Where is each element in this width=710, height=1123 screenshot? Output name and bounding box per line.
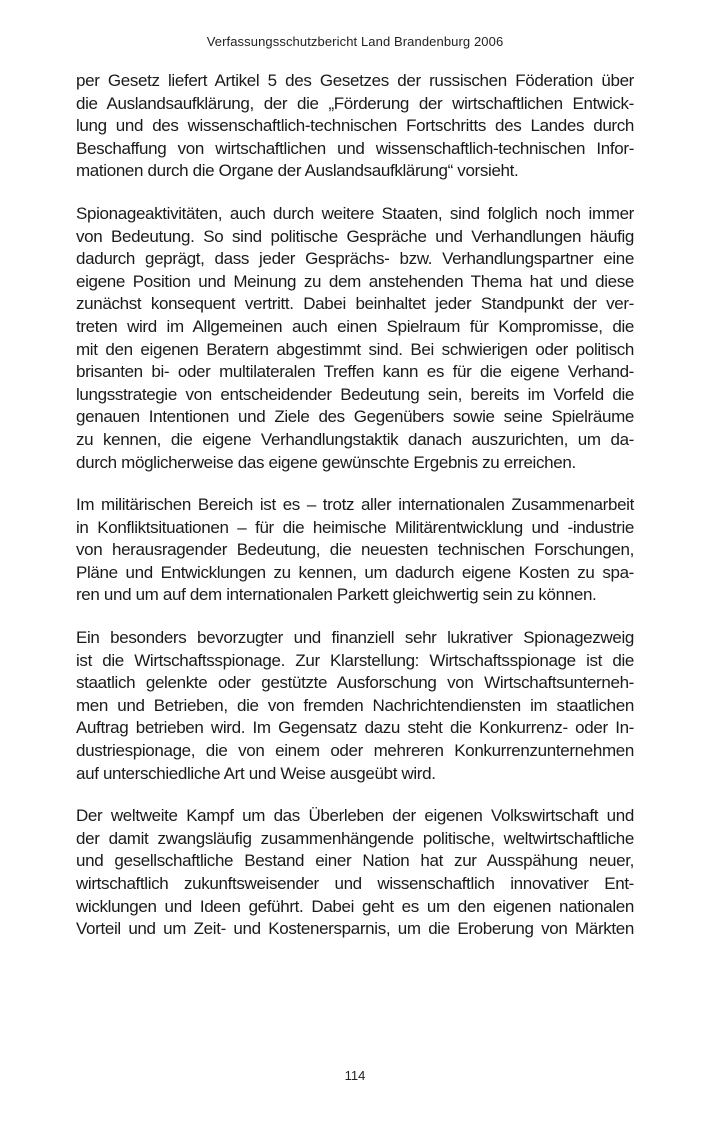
text-line: auf unterschiedliche Art und Weise ausgeübt wird. — [76, 763, 436, 783]
paragraph-3 — [76, 494, 634, 607]
text-line: lungsstrategie von entscheidender Bedeutung sein, bereits im Vorfeld die — [76, 384, 634, 404]
text-line: per Gesetz liefert Artikel 5 des Gesetzes der russischen Föderation über — [76, 71, 634, 90]
text-line: die Auslandsaufklärung, der die „Förderung der wirtschaftlichen Entwick- — [76, 93, 634, 113]
text-line: brisanten bi- oder multilateralen Treffen kann es für die eigene Verhand- — [76, 362, 634, 382]
text-line: wicklungen und Ideen geführt. Dabei geht es um den eigenen nationalen — [76, 896, 634, 916]
text-line: in Konfliktsituationen – für die heimische Militärentwicklung und -industrie — [76, 517, 634, 537]
text-line: durch möglicherweise das eigene gewünschte Ergebnis zu erreichen. — [76, 452, 576, 472]
text-line: dustriespionage, die von einem oder mehreren Konkurrenzunternehmen — [76, 741, 634, 761]
paragraph-2 — [76, 203, 634, 474]
text-line: genauen Intentionen und Ziele des Gegenübers sowie seine Spielräume — [76, 407, 634, 427]
text-line: dadurch geprägt, dass jeder Gesprächs- bzw. Verhandlungspartner eine — [76, 249, 634, 269]
text-line: Pläne und Entwicklungen zu kennen, um dadurch eigene Kosten zu spa- — [76, 562, 634, 582]
paragraph-5 — [76, 805, 634, 941]
text-line: Auftrag betrieben wird. Im Gegensatz dazu steht die Konkurrenz- oder In- — [76, 718, 634, 738]
text-line: ist die Wirtschaftsspionage. Zur Klarstellung: Wirtschaftsspionage ist die — [76, 650, 634, 670]
text-line: und gesellschaftliche Bestand einer Nation hat zur Ausspähung neuer, — [76, 851, 634, 871]
text-line: Spionageaktivitäten, auch durch weitere Staaten, sind folglich noch immer — [76, 203, 634, 223]
text-line: eigene Position und Meinung zu dem anstehenden Thema hat und diese — [76, 271, 634, 291]
text-line: lung und des wissenschaftlich-technischen Fortschritts des Landes durch — [76, 116, 634, 136]
text-line: treten wird im Allgemeinen auch einen Spielraum für Kompromisse, die — [76, 316, 634, 336]
page-body — [76, 70, 634, 961]
text-line: zu kennen, die eigene Verhandlungstaktik danach auszurichten, um da- — [76, 429, 634, 449]
text-line: Der weltweite Kampf um das Überleben der eigenen Volkswirtschaft und — [76, 806, 634, 826]
text-line: mationen durch die Organe der Auslandsaufklärung“ vorsieht. — [76, 161, 519, 181]
running-header: Verfassungsschutzbericht Land Brandenburg 2006 — [206, 34, 504, 49]
page-number: 114 — [344, 1068, 366, 1083]
text-line: von herausragender Bedeutung, die neuesten technischen Forschungen, — [76, 540, 634, 560]
text-line: men und Betrieben, die von fremden Nachrichtendiensten im staatlichen — [76, 695, 634, 715]
text-line: Im militärischen Bereich ist es – trotz aller internationalen Zusammenarbeit — [76, 495, 634, 515]
text-line: von Bedeutung. So sind politische Gespräche und Verhandlungen häufig — [76, 226, 634, 246]
text-line: staatlich gelenkte oder gestützte Ausforschung von Wirtschaftsunterneh- — [76, 673, 634, 693]
text-line: Beschaffung von wirtschaftlichen und wissenschaftlich-technischen Infor- — [76, 138, 634, 158]
text-line: Ein besonders bevorzugter und finanziell sehr lukrativer Spionagezweig — [76, 628, 634, 648]
text-line: ren und um auf dem internationalen Parkett gleichwertig sein zu können. — [76, 585, 597, 605]
paragraph-4 — [76, 627, 634, 785]
text-line: wirtschaftlich zukunftsweisender und wissenschaftlich innovativer Ent- — [76, 874, 634, 893]
text-line: mit den eigenen Beratern abgestimmt sind. Bei schwierigen oder politisch — [76, 339, 634, 359]
text-line: zunächst konsequent vertritt. Dabei beinhaltet jeder Standpunkt der ver- — [76, 294, 634, 314]
text-line: Vorteil und um Zeit- und Kostenersparnis, um die Eroberung von Märkten — [76, 919, 634, 939]
paragraph-1 — [76, 70, 634, 183]
text-line: der damit zwangsläufig zusammenhängende politische, weltwirtschaftliche — [76, 828, 634, 848]
